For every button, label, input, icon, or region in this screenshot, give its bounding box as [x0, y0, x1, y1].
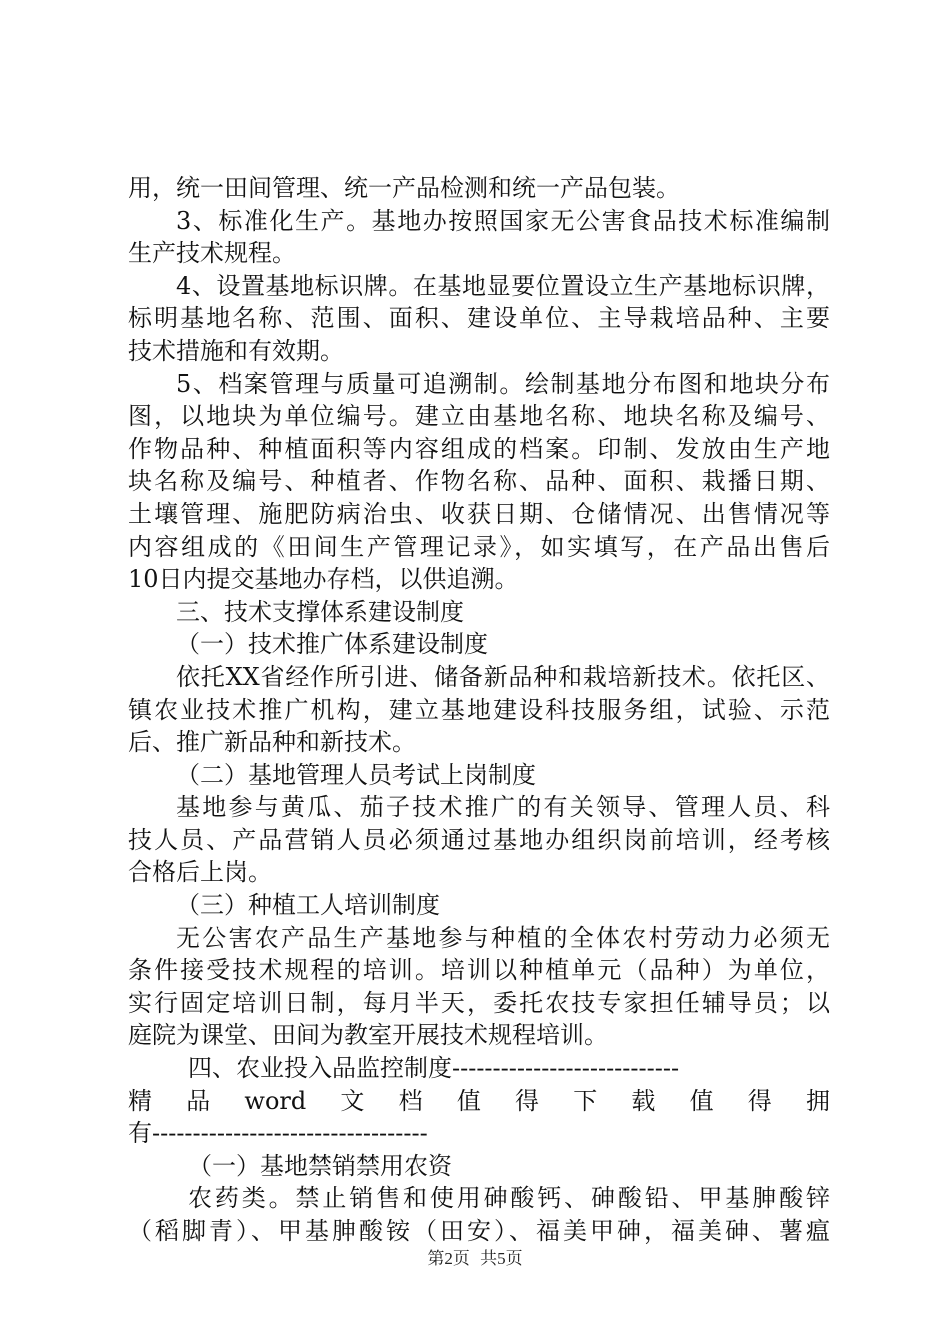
text-line: 镇农业技术推广机构，建立基地建设科技服务组，试验、示范	[128, 695, 830, 724]
text-line: （一）技术推广体系建设制度	[176, 630, 488, 659]
text-line: 土壤管理、施肥防病治虫、收获日期、仓储情况、出售情况等	[128, 499, 830, 528]
text-line: 条件接受技术规程的培训。培训以种植单元（品种）为单位，	[128, 956, 830, 985]
text-line: 3、标准化生产。基地办按照国家无公害食品技术标准编制	[176, 206, 830, 235]
text-line: 基地参与黄瓜、茄子技术推广的有关领导、管理人员、科	[176, 793, 830, 822]
text-line: 无公害农产品生产基地参与种植的全体农村劳动力必须无	[176, 923, 830, 952]
text-line: 三、技术支撑体系建设制度	[176, 597, 464, 626]
text-line: 块名称及编号、种植者、作物名称、品种、面积、栽播日期、	[128, 467, 830, 496]
text-line: 标明基地名称、范围、面积、建设单位、主导栽培品种、主要	[128, 304, 830, 333]
text-line: 精 品 word 文 档 值 得 下 载 值 得 拥	[128, 1086, 830, 1115]
text-line: 后、推广新品种和新技术。	[128, 728, 416, 757]
text-line: （二）基地管理人员考试上岗制度	[176, 760, 536, 789]
text-line: （三）种植工人培训制度	[176, 891, 440, 920]
text-line: 作物品种、种植面积等内容组成的档案。印制、发放由生产地	[128, 434, 830, 463]
text-line: 内容组成的《田间生产管理记录》，如实填写，在产品出售后	[128, 532, 830, 561]
text-line: 用，统一田间管理、统一产品检测和统一产品包装。	[128, 174, 680, 202]
text-line: 图，以地块为单位编号。建立由基地名称、地块名称及编号、	[128, 402, 830, 431]
text-line: 5、档案管理与质量可追溯制。绘制基地分布图和地块分布	[176, 369, 830, 398]
text-line: 有----------------------------------	[128, 1119, 428, 1148]
text-line: 农药类。禁止销售和使用砷酸钙、砷酸铅、甲基胂酸锌	[188, 1184, 830, 1213]
text-line: （稻脚青）、甲基胂酸铵（田安）、福美甲砷，福美砷、薯瘟	[128, 1217, 830, 1245]
text-line: 技人员、产品营销人员必须通过基地办组织岗前培训，经考核	[128, 825, 830, 854]
text-line: 技术措施和有效期。	[128, 336, 344, 365]
text-line: 10日内提交基地办存档，以供追溯。	[128, 565, 519, 594]
page-number: 第2页	[427, 1249, 470, 1268]
text-line: 实行固定培训日制，每月半天，委托农技专家担任辅导员；以	[128, 988, 830, 1017]
page-footer	[0, 1244, 950, 1269]
text-line: （一）基地禁销禁用农资	[188, 1151, 452, 1180]
page-total: 共5页	[480, 1249, 523, 1268]
text-line: 4、设置基地标识牌。在基地显要位置设立生产基地标识牌，	[176, 271, 830, 300]
text-line: 四、农业投入品监控制度----------------------------	[188, 1054, 680, 1083]
document-body	[128, 172, 830, 1248]
text-line: 合格后上岗。	[128, 858, 272, 887]
text-line: 依托XX省经作所引进、储备新品种和栽培新技术。依托区、	[176, 662, 830, 691]
text-line: 生产技术规程。	[128, 239, 296, 268]
text-line: 庭院为课堂、田间为教室开展技术规程培训。	[128, 1021, 608, 1050]
